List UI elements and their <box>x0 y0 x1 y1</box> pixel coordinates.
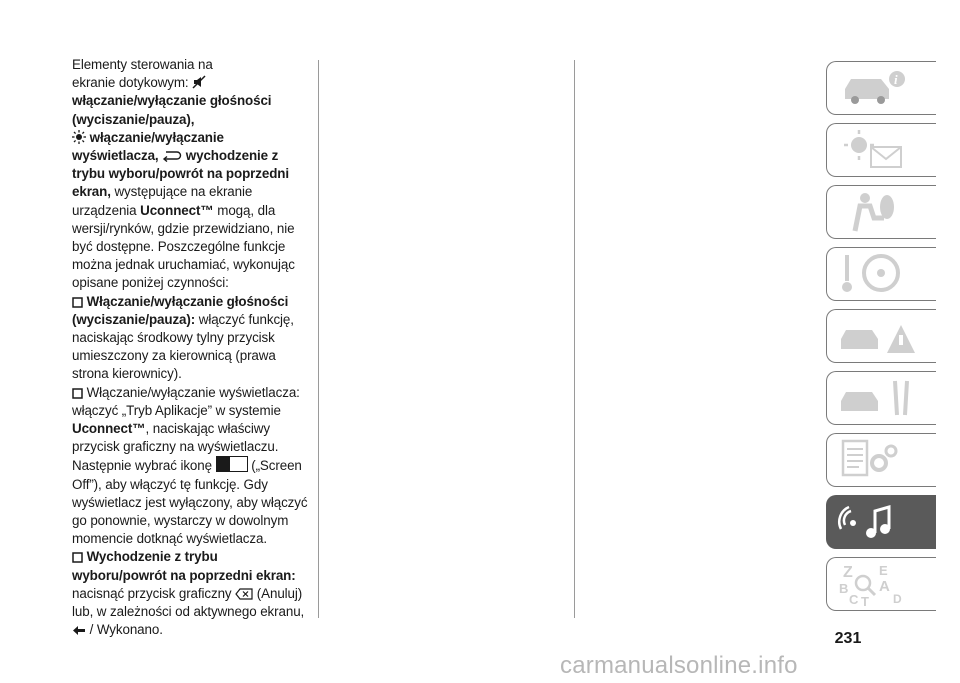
item-back-body-3: / Wykonano. <box>86 622 163 638</box>
bullet-icon <box>72 552 83 563</box>
screen-off-icon <box>216 456 248 472</box>
warning-lights-messages-icon <box>835 127 927 173</box>
safety-airbag-icon <box>835 189 927 235</box>
item-display-body-3: („Screen Off”), aby włączyć tę funkcję. Gdy wyświetlacz jest wyłączony, aby włączyć go ponownie, wystarczy w dowolnym momencie dotknąć wyświetlacza. <box>72 458 308 547</box>
multimedia-icon <box>835 499 927 545</box>
intro-paragraph <box>72 56 312 293</box>
starting-driving-icon <box>835 251 927 297</box>
technical-data-icon <box>835 437 927 483</box>
intro-line-1: Elementy sterowania na <box>72 57 213 72</box>
item-mute-title: Włączanie/wyłączanie głośności (wyciszanie/pauza): <box>72 293 289 327</box>
car-info-icon <box>835 65 927 111</box>
item-display-title: Włączanie/wyłączanie wyświetlacza: <box>86 384 300 400</box>
text-column <box>72 56 312 640</box>
tab-emergency[interactable] <box>826 309 936 363</box>
index-letter: A <box>879 578 890 595</box>
index-letter: E <box>879 563 888 578</box>
item-back-title: Wychodzenie z trybu wyboru/powrót na poprzedni ekran: <box>72 549 296 583</box>
item-mute <box>72 293 312 384</box>
index-letter: Z <box>843 564 853 581</box>
uconnect-brand-2: Uconnect™ <box>72 421 146 437</box>
column-divider-right <box>574 60 575 618</box>
index-letter: C <box>849 592 859 607</box>
item-back <box>72 548 312 639</box>
tab-multimedia[interactable] <box>826 495 936 549</box>
item-display-body-1: włączyć „Tryb Aplikacje” w systemie <box>72 402 281 418</box>
item-display-body-2: , naciskając właściwy przycisk graficzny na wyświetlaczu. Następnie wybrać ikonę <box>72 421 279 474</box>
index-letter: B <box>839 581 849 596</box>
tab-starting-driving[interactable] <box>826 247 936 301</box>
intro-desc-2: mogą, dla wersji/rynków, gdzie przewidziano, nie być dostępne. Poszczególne funkcje można jednak uruchamiać, wykonując opisane poniżej czynności: <box>72 202 295 291</box>
intro-line-2: ekranie dotykowym: <box>72 75 193 91</box>
tab-warning-lights[interactable] <box>826 123 936 177</box>
display-label: włączanie/wyłączanie wyświetlacza, <box>72 129 224 164</box>
tab-index[interactable] <box>826 557 936 611</box>
uconnect-brand-1: Uconnect™ <box>140 202 214 218</box>
bullet-icon <box>72 297 83 308</box>
item-back-body-1: nacisnąć przycisk graficzny <box>72 585 236 601</box>
item-display <box>72 384 312 549</box>
index-icon <box>835 561 927 607</box>
intro-desc-1: występujące na ekranie urządzenia <box>72 184 253 218</box>
item-mute-body: włączyć funkcję, naciskając środkowy tylny przycisk umieszczony za kierownicą (prawa strona kierownicy). <box>72 311 294 382</box>
emergency-icon <box>835 313 927 359</box>
done-arrow-icon <box>72 625 86 636</box>
back-arrow-icon <box>162 150 182 162</box>
bullet-icon <box>72 388 83 399</box>
tab-safety[interactable] <box>826 185 936 239</box>
maintenance-icon <box>835 375 927 421</box>
column-divider-left <box>318 60 319 618</box>
page-number: 231 <box>834 630 862 647</box>
brightness-icon <box>72 130 86 144</box>
tab-car-info[interactable] <box>826 61 936 115</box>
speaker-mute-icon <box>192 75 206 89</box>
watermark: carmanualsonline.info <box>560 652 798 679</box>
item-back-body-2: (Anuluj) lub, w zależności od aktywnego ekranu, <box>72 585 305 620</box>
tab-technical-data[interactable] <box>826 433 936 487</box>
svg-text:i: i <box>894 72 898 87</box>
cancel-backspace-icon <box>235 588 253 600</box>
back-label: wychodzenie z trybu wyboru/powrót na poprzedni ekran, <box>72 148 289 200</box>
tab-maintenance[interactable] <box>826 371 936 425</box>
index-letter: T <box>861 594 869 607</box>
mute-label: włączanie/wyłączanie głośności (wyciszanie/pauza), <box>72 93 272 127</box>
index-letter: D <box>893 592 902 606</box>
